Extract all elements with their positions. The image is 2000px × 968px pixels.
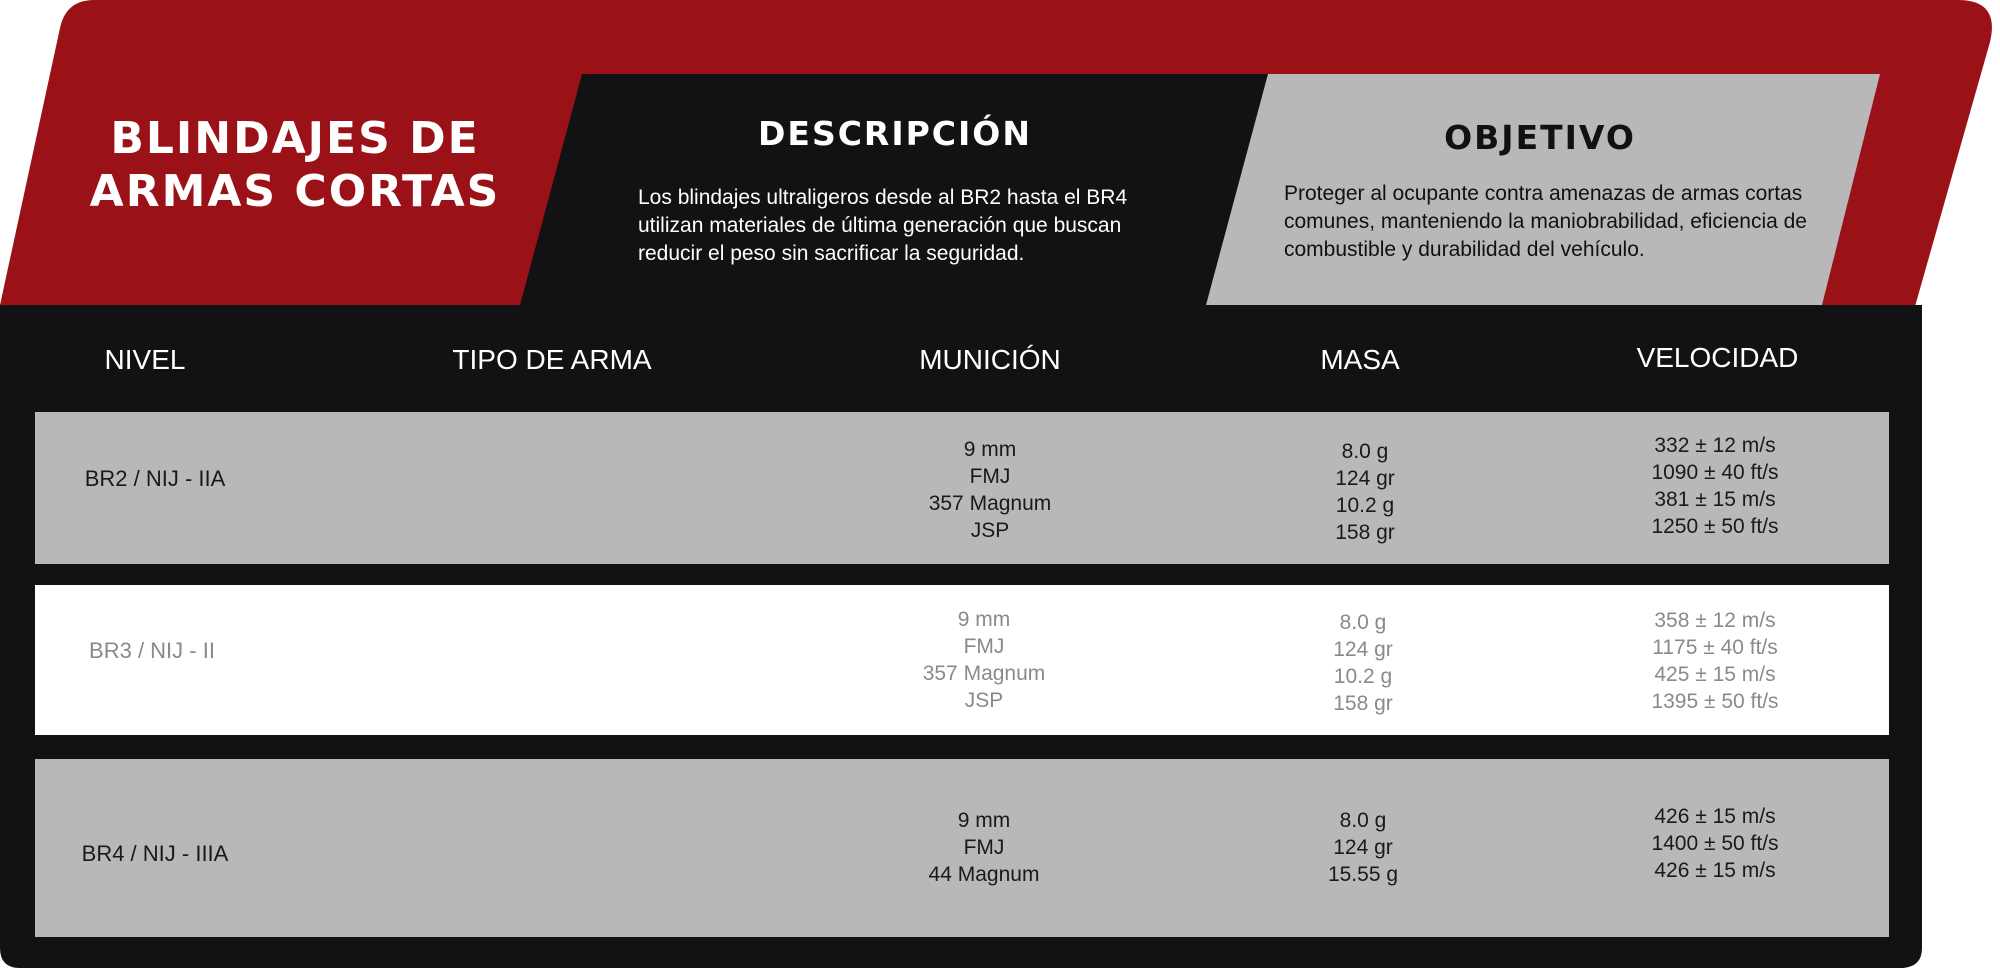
velocity-value: 425 ± 15 m/s xyxy=(1654,663,1776,686)
velocity-value: 332 ± 12 m/s xyxy=(1654,434,1776,457)
ammo-value: FMJ xyxy=(963,635,1005,658)
mass-value: 158 gr xyxy=(1335,521,1395,544)
mass-value: 124 gr xyxy=(1333,638,1393,661)
description-text: Los blindajes ultraligeros desde al BR2 hasta el BR4 utilizan materiales de última generación que buscan reducir el peso sin sacrificar la seguridad. xyxy=(638,186,1128,265)
header-level: NIVEL xyxy=(104,344,186,375)
row-velocity xyxy=(1600,607,1830,715)
mass-value: 15.55 g xyxy=(1327,863,1399,886)
header-velocity: VELOCIDAD xyxy=(1636,342,1799,373)
header-weapon: TIPO DE ARMA xyxy=(452,344,652,375)
ammo-value: 9 mm xyxy=(957,809,1011,832)
ammo-value: JSP xyxy=(970,519,1010,542)
row-mass xyxy=(1270,438,1460,546)
ammo-value: 357 Magnum xyxy=(928,492,1052,515)
row-velocity xyxy=(1600,803,1830,884)
description-title: DESCRIPCIÓN xyxy=(758,114,1032,153)
ammo-value: 44 Magnum xyxy=(928,863,1040,886)
header-mass: MASA xyxy=(1320,344,1400,375)
mass-value: 8.0 g xyxy=(1339,809,1387,832)
row-level: BR3 / NIJ - II xyxy=(89,638,215,663)
velocity-value: 1090 ± 40 ft/s xyxy=(1651,461,1779,484)
velocity-value: 426 ± 15 m/s xyxy=(1654,805,1776,828)
velocity-value: 358 ± 12 m/s xyxy=(1654,609,1776,632)
mass-value: 10.2 g xyxy=(1333,665,1393,688)
ammo-value: JSP xyxy=(964,689,1004,712)
row-level: BR2 / NIJ - IIA xyxy=(84,466,226,491)
main-title xyxy=(70,112,520,218)
mass-value: 158 gr xyxy=(1333,692,1393,715)
row-level: BR4 / NIJ - IIIA xyxy=(81,841,229,866)
mass-value: 10.2 g xyxy=(1335,494,1395,517)
row-ammo xyxy=(874,807,1094,888)
velocity-value: 426 ± 15 m/s xyxy=(1654,859,1776,882)
mass-value: 8.0 g xyxy=(1341,440,1389,463)
row-ammo xyxy=(874,606,1094,714)
mass-value: 8.0 g xyxy=(1339,611,1387,634)
velocity-value: 1400 ± 50 ft/s xyxy=(1651,832,1779,855)
velocity-value: 1250 ± 50 ft/s xyxy=(1651,515,1779,538)
main-title-line1: BLINDAJES DE xyxy=(110,113,480,164)
main-title-line2: ARMAS CORTAS xyxy=(89,166,501,217)
velocity-value: 381 ± 15 m/s xyxy=(1654,488,1776,511)
ammo-value: 9 mm xyxy=(963,438,1017,461)
objective-title: OBJETIVO xyxy=(1444,118,1636,157)
ammo-value: 9 mm xyxy=(957,608,1011,631)
header-ammo: MUNICIÓN xyxy=(919,344,1061,375)
ammo-value: FMJ xyxy=(963,836,1005,859)
mass-value: 124 gr xyxy=(1335,467,1395,490)
objective-text: Proteger al ocupante contra amenazas de armas cortas comunes, manteniendo la maniobrabilidad, eficiencia de combustible y durabilidad del vehículo. xyxy=(1284,182,1807,261)
mass-value: 124 gr xyxy=(1333,836,1393,859)
row-mass xyxy=(1268,609,1458,717)
ammo-value: FMJ xyxy=(969,465,1011,488)
row-mass xyxy=(1268,807,1458,888)
velocity-value: 1395 ± 50 ft/s xyxy=(1651,690,1779,713)
velocity-value: 1175 ± 40 ft/s xyxy=(1652,636,1778,659)
row-velocity xyxy=(1600,432,1830,540)
ammo-value: 357 Magnum xyxy=(922,662,1046,685)
row-ammo xyxy=(880,436,1100,544)
